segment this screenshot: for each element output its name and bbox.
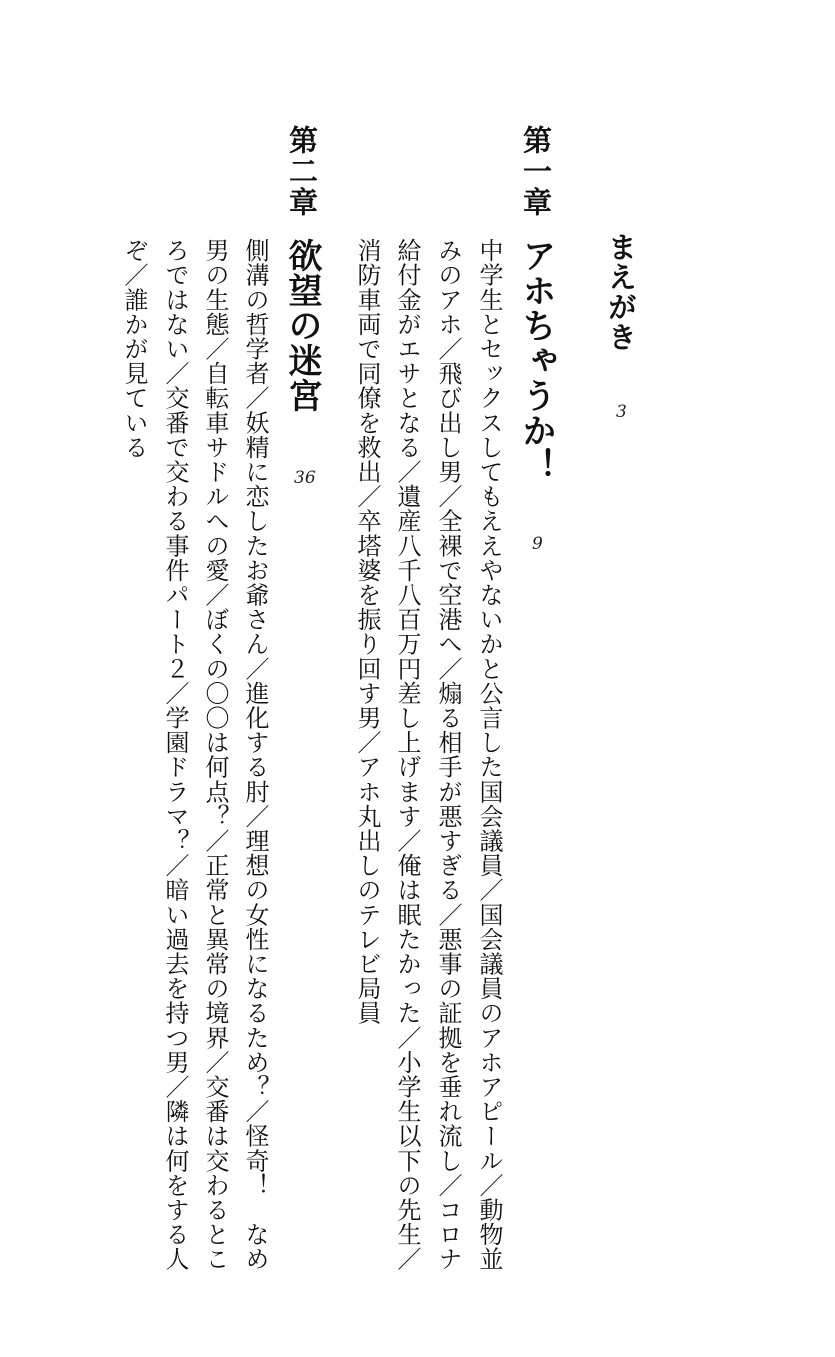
chapter-1-page-number: 9 bbox=[532, 534, 543, 554]
chapter-1-contents-line-3: 給付金がエサとなる／遺産八千八百万円差し上げます／俺は眠たかった／小学生以下の先生／ bbox=[393, 238, 421, 1272]
chapter-2-label: 第二章 bbox=[285, 125, 319, 218]
chapter-1-label: 第一章 bbox=[519, 125, 553, 218]
chapter-2-page-number: 36 bbox=[294, 468, 316, 488]
preface-page-number: 3 bbox=[616, 402, 627, 422]
chapter-1-contents-line-2: みのアホ／飛び出し男／全裸で空港へ／煽る相手が悪すぎる／悪事の証拠を垂れ流し／コロナ bbox=[434, 238, 462, 1272]
chapter-2-contents-line-3: ろではない／交番で交わる事件パート２／学園ドラマ？／暗い過去を持つ男／隣は何をする人 bbox=[161, 238, 189, 1272]
chapter-2-contents-line-2: 男の生態／自転車サドルへの愛／ぼくの〇〇は何点？／正常と異常の境界／交番は交わるとこ bbox=[201, 238, 229, 1272]
chapter-1-title: アホちゃうか！ bbox=[516, 238, 556, 483]
chapter-2-contents-line-4: ぞ／誰かが見ている bbox=[120, 238, 148, 460]
chapter-1-contents-line-4: 消防車両で同僚を救出／卒塔婆を振り回す男／アホ丸出しのテレビ局員 bbox=[353, 238, 381, 1026]
chapter-1-contents-line-1: 中学生とセックスしてもええやないかと公言した国会議員／国会議員のアホアピール／動物並 bbox=[475, 238, 503, 1272]
chapter-2-contents-line-1: 側溝の哲学者／妖精に恋したお爺さん／進化する肘／理想の女性になるため？／怪奇！ なめ bbox=[241, 238, 269, 1272]
chapter-2-title: 欲望の迷宮 bbox=[282, 238, 322, 413]
preface-title: まえがき bbox=[604, 232, 638, 352]
